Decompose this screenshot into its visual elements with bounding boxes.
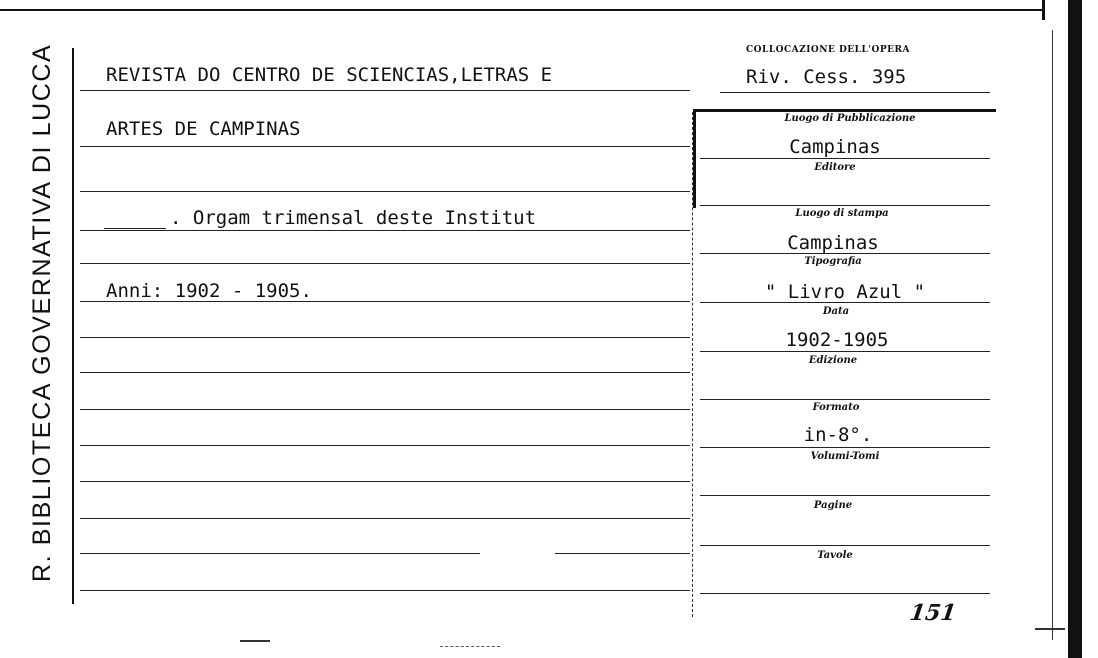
ruled-line xyxy=(80,263,690,264)
title-line-1: REVISTA DO CENTRO DE SCIENCIAS,LETRAS E xyxy=(106,64,553,86)
title-line-2: ARTES DE CAMPINAS xyxy=(106,118,301,140)
ruled-line xyxy=(80,409,690,410)
ruled-line xyxy=(80,553,480,554)
right-rule xyxy=(700,302,990,303)
ruled-line xyxy=(80,445,690,446)
years-range: Anni: 1902 - 1905. xyxy=(106,280,312,302)
pagine-label: Pagine xyxy=(813,500,853,511)
luogo-stampa-value: Campinas xyxy=(787,232,879,254)
right-rule xyxy=(700,593,990,594)
formato-label: Formato xyxy=(812,402,860,413)
right-inner-edge xyxy=(1052,30,1053,640)
ruled-line xyxy=(555,553,690,554)
ruled-line xyxy=(80,90,690,91)
subtitle: . Orgam trimensal deste Institut xyxy=(170,207,537,229)
right-rule xyxy=(700,399,990,400)
handwritten-number: 151 xyxy=(908,600,958,626)
tavole-label: Tavole xyxy=(817,550,853,561)
right-rule xyxy=(700,545,990,546)
tipografia-label: Tipografia xyxy=(804,256,862,267)
scan-mark xyxy=(1035,628,1065,630)
left-margin-rule xyxy=(72,48,74,604)
collocazione-value: Riv. Cess. 395 xyxy=(746,66,907,88)
top-right-tick xyxy=(1042,0,1045,20)
right-rule xyxy=(700,351,990,352)
institution-name: R. BIBLIOTECA GOVERNATIVA DI LUCCA xyxy=(28,43,56,582)
ruled-line xyxy=(80,230,690,231)
tipografia-value: " Livro Azul " xyxy=(764,281,926,303)
data-label: Data xyxy=(822,306,850,317)
luogo-pubblicazione-value: Campinas xyxy=(789,136,881,158)
right-edge-bar xyxy=(1068,0,1082,658)
ruled-line xyxy=(80,337,690,338)
subtitle-underline xyxy=(104,228,166,229)
top-edge-line xyxy=(0,9,1045,11)
scan-mark xyxy=(440,646,500,647)
ruled-line xyxy=(80,481,690,482)
volumi-label: Volumi-Tomi xyxy=(810,451,880,462)
ruled-line xyxy=(80,191,690,192)
luogo-stampa-label: Luogo di stampa xyxy=(795,208,889,219)
ruled-line xyxy=(80,518,690,519)
right-rule xyxy=(700,495,990,496)
formato-value: in-8°. xyxy=(803,424,873,446)
right-rule xyxy=(720,92,990,93)
ruled-line xyxy=(80,372,690,373)
scan-mark xyxy=(240,640,270,642)
right-rule xyxy=(700,447,990,448)
right-rule xyxy=(700,205,990,206)
luogo-pubblicazione-label: Luogo di Pubblicazione xyxy=(784,113,916,124)
ruled-line xyxy=(80,590,690,591)
editore-label: Editore xyxy=(814,162,856,173)
right-rule xyxy=(700,253,990,254)
data-value: 1902-1905 xyxy=(785,329,889,351)
ruled-line xyxy=(80,146,690,147)
collocazione-label: COLLOCAZIONE DELL'OPERA xyxy=(746,45,910,55)
edizione-label: Edizione xyxy=(808,355,858,366)
right-rule xyxy=(700,158,990,159)
